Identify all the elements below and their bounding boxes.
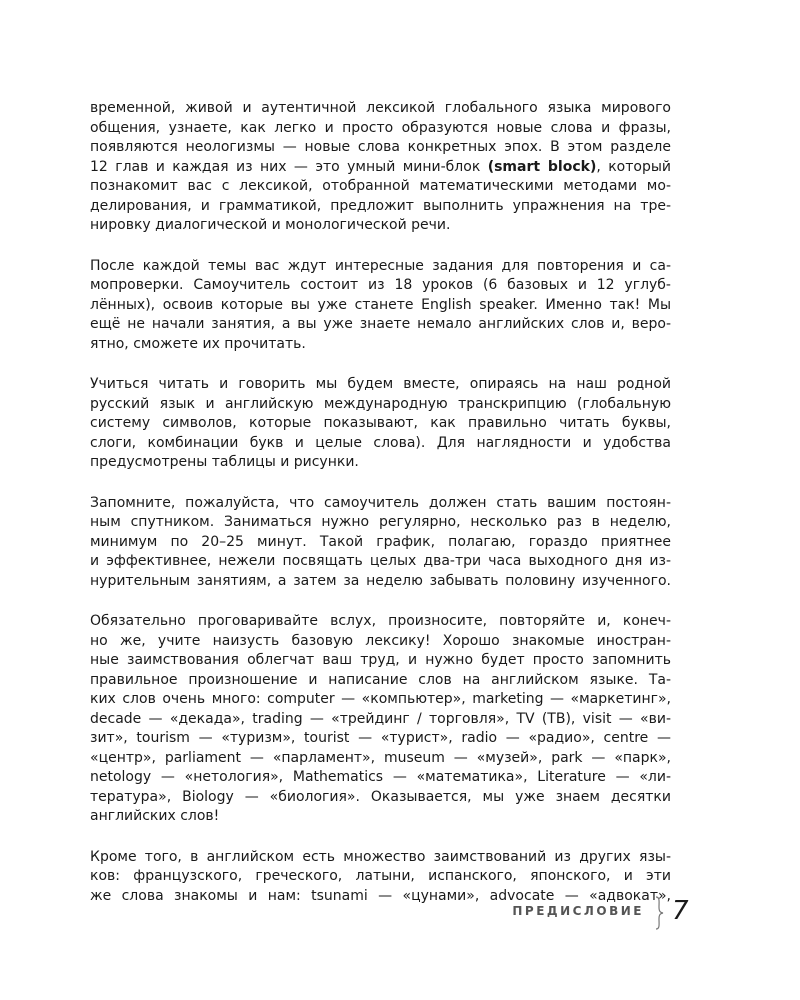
paragraph — [90, 375, 671, 473]
text-line: правильное произношение и написание слов на английском языке. Та- — [90, 671, 671, 688]
text-line: Запомните, пожалуйста, что самоучитель должен стать вашим постоян- — [90, 494, 671, 511]
text-line: появляются неологизмы — новые слова конкретных эпох. В этом разделе — [90, 139, 671, 155]
text-line: предусмотрены таблицы и рисунки. — [90, 454, 359, 470]
bold-term: (smart block) — [487, 158, 597, 175]
text-line: же слова знакомы и нам: tsunami — «цунами», advocate — «адвокат», — [90, 887, 671, 904]
text-line: Кроме того, в английском есть множество заимствований из других язы- — [90, 848, 671, 865]
text-line: Учиться читать и говорить мы будем вместе, опираясь на наш родной — [90, 376, 671, 392]
text-line: Обязательно проговаривайте вслух, произносите, повторяйте и, конеч- — [90, 613, 671, 629]
text-line: ятно, сможете их прочитать. — [90, 335, 306, 352]
text-line: систему символов, которые показывают, как правильно читать буквы, — [90, 415, 671, 431]
paragraph — [90, 494, 671, 592]
paragraph — [90, 257, 671, 355]
page-body — [90, 99, 671, 927]
text-line: decade — «декада», trading — «трейдинг / торговля», TV (ТВ), visit — «ви- — [90, 710, 671, 727]
text-line: познакомит вас с лексикой, отобранной математическими методами мо- — [90, 178, 671, 194]
text-line: тература», Biology — «биология». Оказывается, мы уже знаем десятки — [90, 788, 671, 805]
text-line: временной, живой и аутентичной лексикой глобального языка мирового — [90, 100, 671, 116]
brace-ornament-icon — [653, 896, 665, 930]
page-number: 7 — [672, 896, 689, 926]
text-line: ещё не начали занятия, а вы уже знаете немало английских слов и, веро- — [90, 316, 671, 332]
text-line: ков: французского, греческого, латыни, испанского, японского, и эти — [90, 868, 671, 884]
text-line: мопроверки. Самоучитель состоит из 18 уроков (6 базовых и 12 углуб- — [90, 277, 671, 293]
text-line: делирования, и грамматикой, предложит выполнить упражнения на тре- — [90, 197, 671, 214]
text-line: лённых), освоив которые вы уже станете English speaker. Именно так! Мы — [90, 296, 671, 313]
text-line: русский язык и английскую международную транскрипцию (глобальную — [90, 395, 671, 412]
text-line: и эффективнее, нежели посвящать целых два-три часа выходного дня из- — [90, 553, 671, 569]
text-line: ких слов очень много: computer — «компьютер», marketing — «маркетинг», — [90, 691, 671, 707]
text-line: После каждой темы вас ждут интересные задания для повторения и са- — [90, 257, 671, 274]
text-line: общения, узнаете, как легко и просто образуются новые слова и фразы, — [90, 119, 671, 136]
paragraph — [90, 612, 671, 827]
text-line: «центр», parliament — «парламент», museum — «музей», park — «парк», — [90, 749, 671, 766]
paragraph — [90, 99, 671, 236]
section-label: ПРЕДИСЛОВИЕ — [512, 904, 644, 918]
text-line — [90, 158, 671, 178]
text-line: ным спутником. Заниматься нужно регулярно, несколько раз в неделю, — [90, 514, 671, 530]
text-line: зит», tourism — «туризм», tourist — «турист», radio — «радио», centre — — [90, 730, 671, 746]
text-line: нурительным занятиям, а затем за неделю забывать половину изученного. — [90, 572, 671, 589]
text-line: но же, учите наизусть базовую лексику! Хорошо знакомые иностран- — [90, 632, 671, 649]
text-line: нировку диалогической и монологической речи. — [90, 217, 451, 233]
text-line: английских слов! — [90, 808, 220, 824]
text-line: слоги, комбинации букв и целые слова). Для наглядности и удобства — [90, 434, 671, 451]
text-line: ные заимствования облегчат ваш труд, и нужно будет просто запомнить — [90, 652, 671, 668]
page-footer — [0, 896, 800, 936]
text-line: netology — «нетология», Mathematics — «математика», Literature — «ли- — [90, 769, 671, 785]
text-segment: 12 глав и каждая из них — это умный мини-блок — [90, 158, 488, 175]
text-line: минимум по 20–25 минут. Такой график, полагаю, гораздо приятнее — [90, 533, 671, 550]
text-segment: , который — [596, 158, 672, 175]
